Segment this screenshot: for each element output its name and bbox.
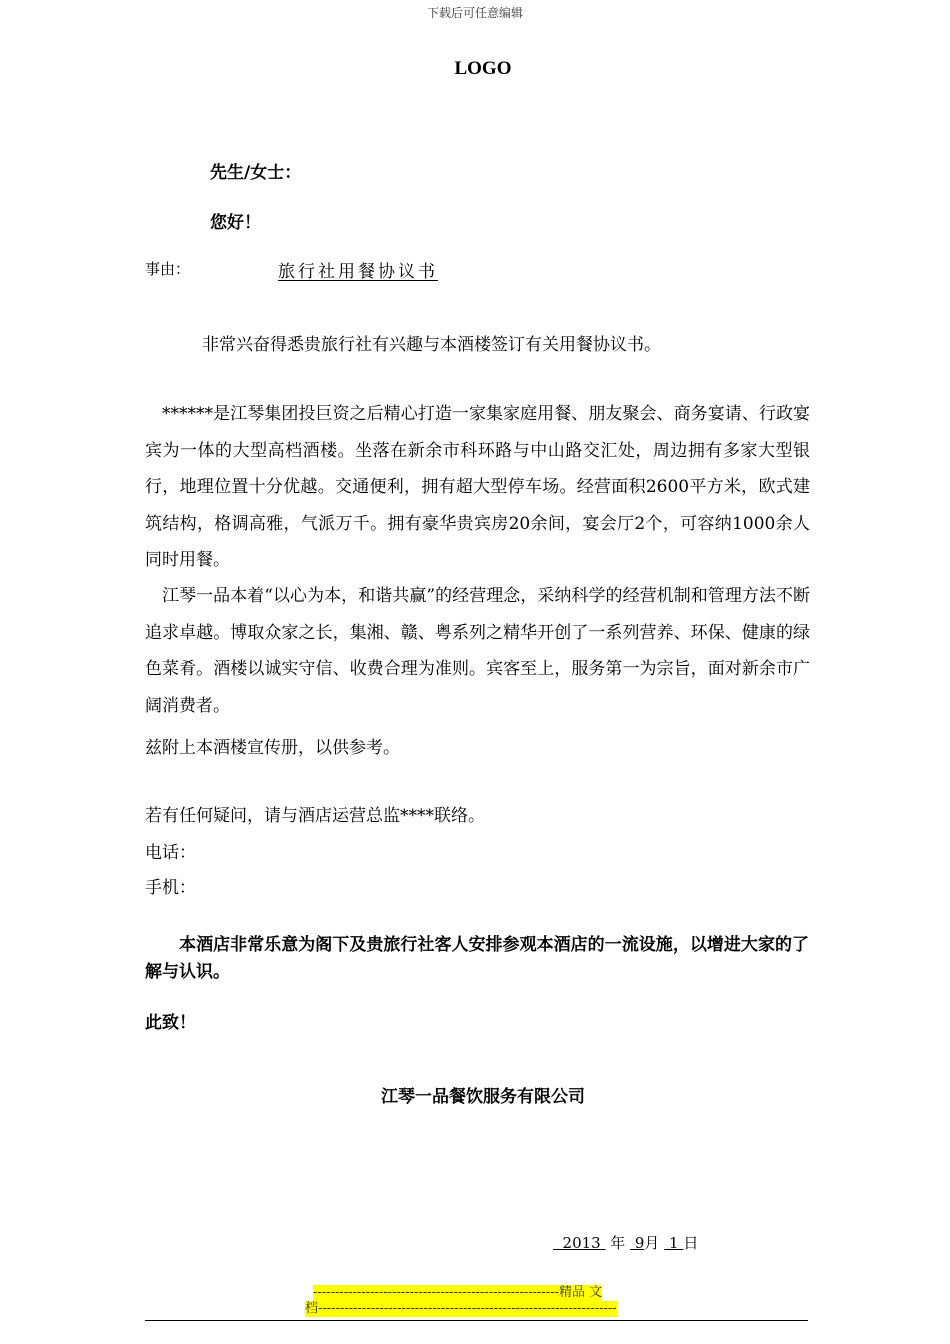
company-name: 江琴一品餐饮服务有限公司: [381, 1087, 585, 1107]
download-note: 下载后可任意编辑: [426, 6, 523, 20]
date-day: 1: [669, 1234, 679, 1252]
closing-line: 此致！: [145, 1013, 196, 1033]
footer-watermark-line-1: --------------------------------------------------------精品 文: [313, 1285, 603, 1300]
date-line: [553, 1232, 698, 1253]
body-paragraph-1: ******是江琴集团投巨资之后精心打造一家集家庭用餐、朋友聚会、商务宴请、行政宴宾为一体的大型高档酒楼。坐落在新余市科环路与中山路交汇处，周边拥有多家大型银行，地理位置十分优越。交通便利，拥有超大型停车场。经营面积2600平方米，欧式建筑结构，格调高雅，气派万千。拥有豪华贵宾房20余间，宴会厅2个，可容纳1000余人同时用餐。: [145, 404, 810, 570]
date-month: 9: [634, 1234, 645, 1252]
footer-rule: [145, 1320, 808, 1321]
logo-text: LOGO: [454, 58, 512, 79]
subject-title: 旅行社用餐协议书: [278, 262, 438, 282]
subject-label: 事由：: [145, 260, 191, 278]
intro-paragraph: 非常兴奋得悉贵旅行社有兴趣与本酒楼签订有关用餐协议书。: [202, 335, 661, 355]
date-month-unit: 月: [644, 1234, 660, 1252]
footer-watermark-line-2: 档--------------------------------------------------------------------: [305, 1301, 617, 1316]
inquiry-line: 若有任何疑问，请与酒店运营总监****联络。: [145, 806, 485, 826]
subject-row: [145, 258, 438, 282]
attachment-note: 兹附上本酒楼宣传册，以供参考。: [145, 738, 400, 758]
invitation-paragraph: 本酒店非常乐意为阁下及贵旅行社客人安排参观本酒店的一流设施，以增进大家的了解与认识。: [145, 935, 809, 982]
greeting: 您好！: [210, 213, 261, 233]
mobile-label: 手机：: [145, 878, 196, 898]
date-year: 2013: [562, 1234, 601, 1252]
date-day-unit: 日: [683, 1234, 699, 1252]
date-year-unit: 年: [610, 1234, 626, 1252]
phone-label: 电话：: [145, 843, 196, 863]
addressee: 先生/女士：: [210, 163, 302, 183]
body-paragraph-2: 江琴一品本着“以心为本，和谐共赢”的经营理念，采纳科学的经营机制和管理方法不断追求卓越。博取众家之长，集湘、赣、粤系列之精华开创了一系列营养、环保、健康的绿色菜肴。酒楼以诚实守信、收费合理为准则。宾客至上，服务第一为宗旨，面对新余市广阔消费者。: [145, 586, 810, 716]
